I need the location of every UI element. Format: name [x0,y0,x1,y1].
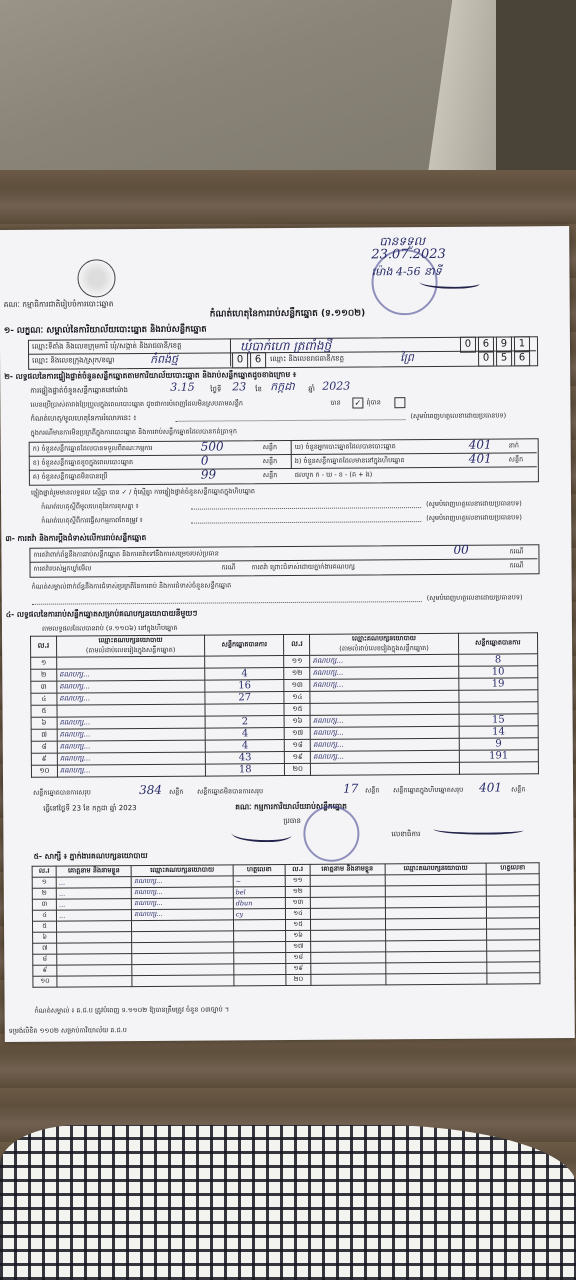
party-complaints-unit: ករណី [509,561,524,570]
section4-intro: តាមលទ្ធផលដែលបានរាប់ (ទ.១១០៦) នៅក្នុងហិបឆ្នោត [41,623,178,633]
party-votes [205,704,284,717]
party-name: គណបក្ស... [57,764,205,777]
w-col-party-right: ឈ្មោះគណបក្សនយោបាយ [385,863,487,875]
party-votes [459,762,538,775]
witness-signature [233,942,286,953]
spoiled-ballots-unit: សន្លឹក [262,457,278,466]
party-name: គណបក្ស... [311,750,459,763]
floor-shadow [496,0,576,175]
witness-signature: bel [233,887,286,898]
w-row-no: ៣ [32,899,56,910]
section2-title: ២- លទ្ធផលនៃការផ្ទៀងផ្ទាត់ចំនួនសន្លឹកឆ្នោតតាមការិយាល័យបោះឆ្នោត និងរាប់សន្លឹកឆ្នោតដូចខាងក្រោម ៖ [4,369,297,381]
witness-name [310,974,385,986]
location-digit-2: 6 [478,337,494,353]
check-a-box[interactable]: ✓ [352,397,363,408]
witness-table-wrap [32,862,541,988]
party-votes [458,690,537,703]
section3-sign: (សូមបំពេញហត្ថលេខាដោយប្រធានបទ) [426,593,523,603]
table-row [31,762,538,778]
w-row-no: ១០ [33,976,57,987]
check-a-label: បាន [330,398,341,407]
party-votes: 4 [205,728,284,741]
w-row-no-right: ១២ [286,886,310,897]
row-no: ៨ [31,741,57,753]
district-digit-2: 6 [250,352,266,368]
witness-party [385,962,487,974]
party-name [57,704,205,717]
date-line: ធ្វើនៅថ្ងៃទី 23 ខែ កក្កដា ឆ្នាំ 2023 [43,804,137,813]
party-results-table [30,632,539,778]
checkered-shirt [0,1125,576,1280]
row-no: ១៤ [284,691,310,703]
witness-party: គណបក្ស... [132,898,234,910]
party-name [311,762,459,775]
complaints-unit: ករណី [509,547,524,556]
witness-signature [234,964,287,975]
witness-signature [487,907,540,918]
row-no: ៧ [31,729,57,741]
bullet-diff-reason: កំណត់ហេតុស្ដីពីមូលហេតុនៃការខុសគ្នា ៖ [41,502,139,511]
witness-signature: cy [233,909,286,920]
party-votes: 43 [205,752,284,765]
witness-name [310,941,385,953]
bullet1-sign: (សូមបំពេញហត្ថលេខាដោយប្រធានបទ) [426,499,522,509]
committee-label: គណៈ កម្មការការិយាល័យរាប់សន្លឹកឆ្នោត [235,801,347,812]
col-no: ល.រ [31,636,57,657]
form-footer: ទម្រង់លិខិត ១១០២ សម្រាប់ការិយាល័យ គ.ជ.ប [8,1026,127,1035]
row-no: ១១ [284,655,310,667]
party-complaints-label: ការតវ៉ា ព្រោះជំទាស់ដោយភ្នាក់ងារគណបក្ស [251,562,355,572]
party-name [310,690,458,703]
w-row-no-right: ១៦ [286,930,310,941]
party-votes: 191 [459,750,538,763]
party-name [310,702,458,715]
section5-note: កំណត់សម្គាល់ ៖ គ.ជ.ប ត្រូវបំពេញ ទ.១១០២ ឱ្យបានត្រឹមត្រូវ ចំនួន ០៣ច្បាប់ ។ [34,1005,230,1015]
verify-hour: 3.15 [170,380,195,394]
box-ballots-label: ង) ចំនួនសន្លឹកឆ្នោតដែលមាននៅក្នុងហិបឆ្នោត [294,456,405,465]
witness-table [32,862,541,988]
party-name: គណបក្ស... [57,740,205,753]
w-row-no: ៩ [33,965,57,976]
committee-stamp [303,806,359,862]
form-title: កំណត់ហេតុនៃការរាប់សន្លឹកឆ្នោត (ទ.១១០២) [209,308,366,320]
witness-party [385,929,487,941]
witness-name [310,963,385,975]
witness-name [310,919,385,931]
witness-name: ... [57,910,132,922]
col-party: ឈ្មោះគណបក្សនយោបាយ (តាមលំដាប់លេខរៀងក្នុងសន្លឹកឆ្នោត) [56,635,204,657]
valid-total-unit: សន្លឹក [169,787,184,796]
witness-signature [487,885,540,896]
row-no: ២០ [285,763,311,775]
complaints-label: ការតវ៉ាពាក់ព័ន្ធនឹងការរាប់សន្លឹកឆ្នោត និងការតវ៉ាទៅនឹងការសម្រេចរបស់ប្រធាន [33,549,219,559]
invalid-total-value: 17 [343,781,359,796]
secretary-label: លេខាធិការ [391,830,421,839]
reason-sign-note: (សូមបំពេញហត្ថលេខាដោយប្រធានបទ) [410,411,507,421]
party-votes: 18 [206,764,285,777]
witness-party [385,940,487,952]
party-votes: 10 [458,666,537,679]
w-row-no-right: ១៩ [286,963,310,974]
witness-party [132,975,234,987]
party-votes: 4 [205,740,284,753]
witness-party [385,907,487,919]
valid-total-label: សន្លឹកឆ្នោតបានការសរុប [33,788,91,797]
row-no: ១ [31,657,57,669]
w-col-no-right: ល.រ [286,864,310,875]
witness-party [132,931,234,943]
w-row-no: ៥ [32,921,56,932]
witness-party [132,953,234,965]
witness-party [386,973,488,985]
received-ballots-unit: សន្លឹក [262,443,278,452]
witness-party: គណបក្ស... [132,909,234,921]
row-no: ១៧ [285,727,311,739]
unused-ballots-unit: សន្លឹក [262,471,278,480]
spoiled-ballots-label: ខ) ចំនួនសន្លឹកឆ្នោតខូចក្នុងពេលបោះឆ្នោត [32,458,134,467]
row-no: ៤ [31,693,57,705]
observer-complaints-label: ការតវ៉ារបស់អ្នកឃ្លាំមើល [33,564,92,573]
spoiled-ballots-value: 0 [200,453,209,468]
row-no: ៩ [31,753,57,765]
witness-signature [487,918,540,929]
province-digit-1: 0 [478,351,494,367]
party-name: គណបក្ស... [310,714,458,727]
w-col-name-right: គោត្តនាម និងនាមខ្លួន [310,864,385,876]
province-value: ព្រៃ [400,351,414,365]
witness-name [310,886,385,898]
witness-signature [234,953,287,964]
row-no: ១៣ [284,679,310,691]
province-digit-3: 6 [514,350,530,366]
witness-name [57,976,132,988]
witness-signature [487,951,540,962]
witness-party [385,885,487,897]
witness-name [57,954,132,966]
w-row-no-right: ១៤ [286,908,310,919]
witness-signature [234,975,287,986]
witness-party: គណបក្ស... [131,876,233,888]
witness-party [132,920,234,932]
row-no: ៥ [31,705,57,717]
w-col-no: ល.រ [32,866,56,877]
month-label: ខែ [255,385,262,394]
province-digit-2: 5 [496,350,512,366]
party-votes: 15 [459,714,538,727]
location-digit-3: 9 [496,336,512,352]
witness-name [310,952,385,964]
check-b-box[interactable] [394,397,405,408]
valid-total-value: 384 [139,782,163,798]
party-name: គណបក្ស... [57,692,205,705]
location-digit-1: 0 [460,337,476,353]
party-votes: 16 [205,680,284,693]
party-votes [205,656,284,669]
unused-ballots-value: 99 [200,467,217,482]
row-no: ១៦ [285,715,311,727]
secretary-signature [433,824,523,835]
witness-party [132,964,234,976]
party-name: គណបក្ស... [57,728,205,741]
w-row-no-right: ១១ [286,875,310,886]
w-row-no: ៧ [33,943,57,954]
witness-signature [486,874,539,885]
witness-party [385,918,487,930]
invalid-total-unit: សន្លឹក [365,786,380,795]
witness-name: ... [56,899,131,911]
unused-ballots-label: គ) ចំនួនសន្លឹកឆ្នោតមិនបានប្រើ [32,472,108,481]
party-votes [459,702,538,715]
witness-signature [487,896,540,907]
witness-name: ... [56,877,131,889]
w-row-no: ៦ [33,932,57,943]
formula: ផលបូក ក - ឃ - ខ - (គ + ង) [294,470,373,479]
row-no: ១៩ [285,751,311,763]
complaints-value: 00 [453,542,469,557]
all-total-value: 401 [479,780,503,795]
w-row-no: ៤ [32,910,56,921]
witness-signature [487,929,540,940]
section3-note: កំណត់សម្គាល់ពាក់ព័ន្ធនឹងការជំទាស់ប្រក្រតីនៃការរាប់ និងការជំទាស់ចំនួនសន្លឹកឆ្នោត [31,581,232,591]
w-row-no-right: ១៥ [286,919,310,930]
witness-name [310,908,385,920]
section4-title: ៤- លទ្ធផលនៃការរាប់សន្លឹកឆ្នោតសម្រាប់គណបក្សនយោបាយនីមួយៗ [5,608,198,619]
location-label: ឈ្មោះទីតាំង និងលេខក្រុមការិ ឃុំ/សង្កាត់ និងរាជធានី/ខេត្ត [31,341,182,351]
check-b-label: ពុំបាន [366,398,381,407]
received-label: បានទទួល [379,234,426,249]
invalid-total-label: សន្លឹកឆ្នោតមិនបានការសរុប [197,787,264,796]
w-row-no-right: ១៣ [286,897,310,908]
party-name: គណបក្ស... [310,666,458,679]
w-col-sign-right: ហត្ថលេខា [486,863,539,874]
section3-title: ៣- ការតវ៉ា និងការប្តឹងជំទាស់លើការរាប់សន្លឹកឆ្នោត [5,532,147,543]
witness-name: ... [56,888,131,900]
witness-name [310,897,385,909]
row-no: ២ [31,669,57,681]
verify-time-intro: ការផ្ទៀងផ្ទាត់ចំនួនសន្លឹកឆ្នោតនៅម៉ោង [30,386,128,395]
w-col-party: ឈ្មោះគណបក្សនយោបាយ [131,865,233,877]
w-row-no: ៨ [33,954,57,965]
col-party-right: ឈ្មោះគណបក្សនយោបាយ (តាមលំដាប់លេខរៀងក្នុងសន្លឹកឆ្នោត) [310,633,458,655]
president-label: ប្រធាន [283,816,301,826]
results-table [30,632,539,778]
party-votes: 27 [205,692,284,705]
witness-signature [233,920,286,931]
district-value: កំពង់ថ្ម [150,352,179,366]
witness-signature [487,973,540,984]
irregular-line: ក្នុងករណីមានការមិនប្រក្រតីក្នុងការបោះឆ្នោត និងការរាប់សន្លឹកឆ្នោតដែលបានកត់ត្រាទុក [30,427,238,437]
w-row-no-right: ២០ [286,974,310,985]
box-ballots-value: 401 [468,451,492,466]
reason-line: កំណត់ហេតុ/មូលហេតុនៃការរំលោភនេះ ៖ [30,414,137,423]
witness-signature: dbun [233,898,286,909]
party-name: គណបក្ស... [311,738,459,751]
bullet-correction: កំណត់ហេតុស្ដីពីការធ្វើសកម្មភាពកែតម្រូវ ៖ [41,516,143,525]
president-signature [231,826,291,842]
party-name: គណបក្ស... [57,716,205,729]
witness-name [57,965,132,977]
location-value: ឃុំបាក់ហោ ត្រពាំងថ្មី [239,338,332,354]
row-no: ១៨ [285,739,311,751]
party-votes: 4 [205,668,284,681]
note-line: លេខប្រើប្រាស់តារាងប្រែប្រួលក្នុងពេលបោះឆ្នោត ដូចជាការបំពេញដែលមិនស្របតាមសន្លឹក [30,399,244,409]
party-name: គណបក្ស... [310,678,458,691]
party-name: គណបក្ស... [310,726,458,739]
verify-line: ផ្ទៀងផ្ទាត់រួមមានលទ្ធផល ស្មើគ្នា បាន ✓ / ពុំស្មើគ្នា ការផ្ទៀងផ្ទាត់ចំនួនសន្លឹកឆ្នោតក្នុងហិបឆ្នោត [30,487,256,497]
w-row-no-right: ១៨ [286,952,310,963]
section5-title: ៥- សាក្សី ៖ ភ្នាក់ងារគណបក្សនយោបាយ [33,850,148,861]
row-no: ៦ [31,717,57,729]
received-ballots-value: 500 [200,439,224,454]
witness-signature [233,931,286,942]
bullet2-sign: (សូមបំពេញហត្ថលេខាដោយប្រធានបទ) [426,513,522,523]
witness-signature [487,940,540,951]
witness-name [57,932,132,944]
witness-name [310,875,385,887]
voters-unit: នាក់ [508,441,520,450]
party-votes: 8 [458,654,537,667]
witness-signature: ~ [233,876,286,887]
party-votes: 19 [458,678,537,691]
w-row-no: ២ [32,888,56,899]
verify-day: 23 [232,380,247,394]
w-col-name: គោត្តនាម និងនាមខ្លួន [56,866,131,878]
received-date: 23.07.2023 [371,246,446,263]
w-row-no-right: ១៧ [286,941,310,952]
witness-party [385,896,487,908]
witness-party [385,951,487,963]
witness-party: គណបក្ស... [131,887,233,899]
box-ballots-unit: សន្លឹក [508,455,524,464]
org-name: គណៈ កម្មាធិការជាតិរៀបចំការបោះឆ្នោត [3,299,114,309]
received-time: ម៉ោង 4-56 នាទី [371,264,442,279]
nec-logo-icon [77,259,115,297]
voters-label: ឃ) ចំនួនអ្នកបោះឆ្នោតដែលបានបោះឆ្នោត [294,442,396,451]
all-total-unit: សន្លឹក [511,785,526,794]
received-ballots-label: ក) ចំនួនសន្លឹកឆ្នោតដែលបានទទួលពីគណៈកម្មការ [32,443,153,453]
party-votes: 14 [459,726,538,739]
voters-value: 401 [468,437,492,452]
location-digit-4: 1 [514,336,530,352]
election-form-paper [0,226,575,1042]
row-no: ១២ [284,667,310,679]
year-label: ឆ្នាំ [308,384,315,393]
w-col-sign: ហត្ថលេខា [233,865,286,876]
row-no: ១០ [31,765,57,777]
row-no: ១៥ [284,703,310,715]
party-name: គណបក្ស... [57,752,205,765]
party-name: គណបក្ស... [57,668,205,681]
w-row-no: ១ [32,877,56,888]
col-no-right: ល.រ [284,634,310,655]
province-label: ឈ្មោះ និងលេខរាជធានី/ខេត្ត [270,354,345,364]
verify-month: កក្កដា [270,379,295,394]
table-row [33,973,540,988]
party-name: គណបក្ស... [57,680,205,693]
col-votes-right: សន្លឹកឆ្នោតបានការ [458,633,538,655]
witness-party [385,874,487,886]
section1-title: ១- លក្ខណៈ សម្គាល់នៃការិយាល័យបោះឆ្នោត និងរាប់សន្លឹកឆ្នោត [3,324,207,336]
day-label: ថ្ងៃទី [210,385,222,394]
col-votes: សន្លឹកឆ្នោតបានការ [205,635,285,657]
party-name [56,656,204,669]
row-no: ៣ [31,681,57,693]
observer-complaints-unit: ករណី [221,563,236,572]
all-total-label: សន្លឹកឆ្នោតក្នុងហិបឆ្នោតសរុប [393,785,464,795]
verify-year: 2023 [322,379,351,393]
witness-name [57,921,132,933]
witness-party [132,942,234,954]
district-digit-1: 0 [232,352,248,368]
witness-signature [487,962,540,973]
witness-name [57,943,132,955]
witness-name [310,930,385,942]
district-label: ឈ្មោះ និងលេខក្រុង/ស្រុក/ខណ្ឌ [32,356,115,365]
party-name: គណបក្ស... [310,654,458,667]
party-votes: 9 [459,738,538,751]
party-votes: 2 [205,716,284,729]
